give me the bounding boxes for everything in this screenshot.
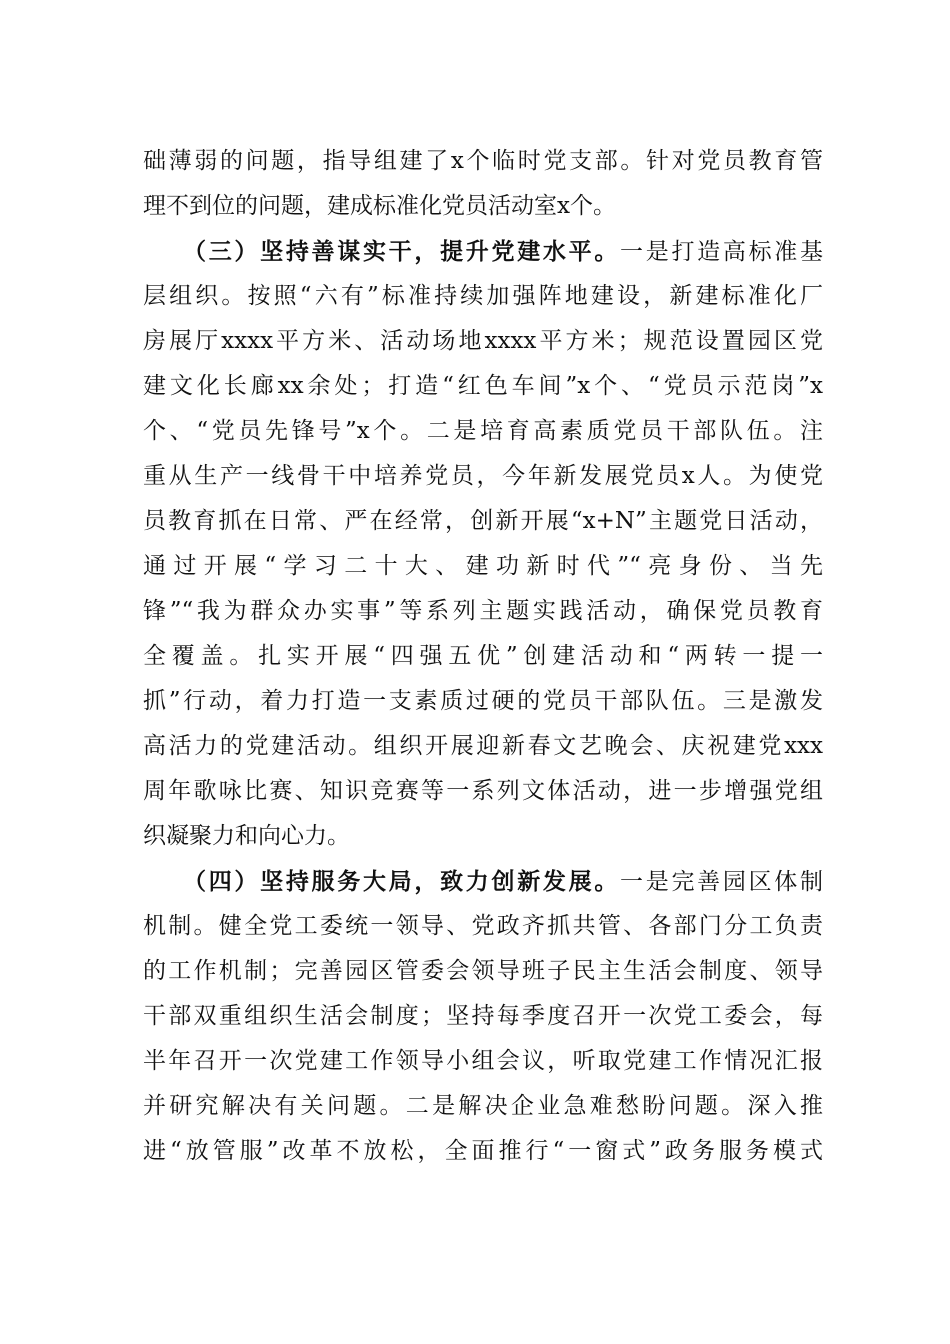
- text-line: [143, 544, 823, 589]
- text-line: [143, 904, 823, 949]
- text-line: [143, 634, 823, 679]
- text-line: [143, 499, 823, 544]
- body-text: 一是打造高标准基: [620, 239, 824, 265]
- body-text: 通过开展“学习二十大、建功新时代”“亮身份、当先: [143, 553, 823, 579]
- text-line: [143, 319, 823, 364]
- text-line: [143, 1129, 823, 1174]
- text-line: [143, 724, 823, 769]
- paragraph: [143, 859, 823, 1174]
- body-text: 重从生产一线骨干中培养党员，今年新发展党员x人。为使党: [143, 463, 823, 489]
- section-heading: （四）坚持服务大局，致力创新发展。: [183, 868, 621, 895]
- text-line: [143, 184, 823, 229]
- body-text: 进“放管服”改革不放松，全面推行“一窗式”政务服务模式: [143, 1138, 823, 1164]
- body-text: 员教育抓在日常、严在经常，创新开展“x+N”主题党日活动，: [143, 508, 823, 534]
- body-text: 干部双重组织生活会制度；坚持每季度召开一次党工委会，每: [143, 1003, 823, 1029]
- body-text: 个、“党员先锋号”x个。二是培育高素质党员干部队伍。注: [143, 418, 823, 444]
- text-line: [143, 814, 823, 859]
- text-line: [143, 949, 823, 994]
- body-text: 一是完善园区体制: [620, 869, 824, 895]
- paragraph: [143, 139, 823, 229]
- text-line: [143, 679, 823, 724]
- body-text: 全覆盖。扎实开展“四强五优”创建活动和“两转一提一: [143, 643, 823, 669]
- text-line: [143, 454, 823, 499]
- text-line: [143, 274, 823, 319]
- text-line: [143, 409, 823, 454]
- body-text: 织凝聚力和向心力。: [143, 823, 350, 849]
- body-text: 半年召开一次党建工作领导小组会议，听取党建工作情况汇报: [143, 1048, 823, 1074]
- body-text: 锋”“我为群众办实事”等系列主题实践活动，确保党员教育: [143, 598, 823, 624]
- text-line: [143, 859, 823, 904]
- text-line: [143, 364, 823, 409]
- document-body: [143, 139, 823, 1174]
- text-line: [143, 1039, 823, 1084]
- body-text: 层组织。按照“六有”标准持续加强阵地建设，新建标准化厂: [143, 283, 823, 309]
- body-text: 并研究解决有关问题。二是解决企业急难愁盼问题。深入推: [143, 1093, 823, 1119]
- body-text: 抓”行动，着力打造一支素质过硬的党员干部队伍。三是激发: [143, 688, 823, 714]
- body-text: 周年歌咏比赛、知识竞赛等一系列文体活动，进一步增强党组: [143, 778, 823, 804]
- text-line: [143, 229, 823, 274]
- body-text: 础薄弱的问题，指导组建了x个临时党支部。针对党员教育管: [143, 148, 823, 174]
- section-heading: （三）坚持善谋实干，提升党建水平。: [183, 238, 621, 265]
- body-text: 理不到位的问题，建成标准化党员活动室x个。: [143, 193, 616, 219]
- text-line: [143, 139, 823, 184]
- body-text: 机制。健全党工委统一领导、党政齐抓共管、各部门分工负责: [143, 913, 823, 939]
- body-text: 房展厅xxxx平方米、活动场地xxxx平方米；规范设置园区党: [143, 328, 823, 354]
- text-line: [143, 1084, 823, 1129]
- text-line: [143, 994, 823, 1039]
- text-line: [143, 769, 823, 814]
- body-text: 高活力的党建活动。组织开展迎新春文艺晚会、庆祝建党xxx: [143, 733, 823, 759]
- paragraph: [143, 229, 823, 859]
- text-line: [143, 589, 823, 634]
- body-text: 的工作机制；完善园区管委会领导班子民主生活会制度、领导: [143, 958, 823, 984]
- body-text: 建文化长廊xx余处；打造“红色车间”x个、“党员示范岗”x: [143, 373, 823, 399]
